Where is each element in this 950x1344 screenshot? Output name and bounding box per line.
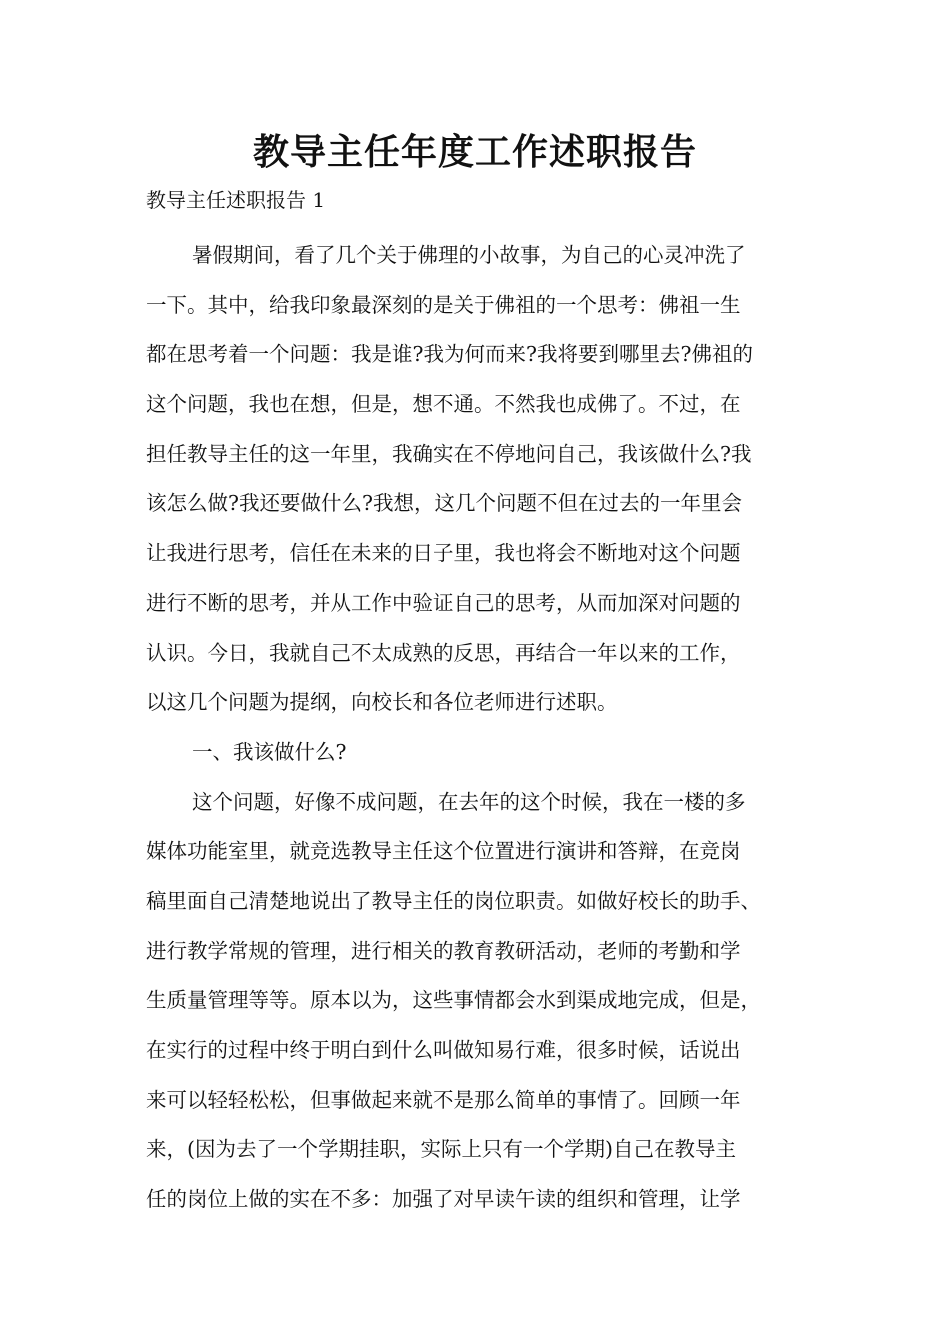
body-line: 让我进行思考，信任在未来的日子里，我也将会不断地对这个问题 <box>146 541 741 566</box>
body-line: 在实行的过程中终于明白到什么叫做知易行难，很多时候，话说出 <box>146 1038 741 1062</box>
body-line: 任的岗位上做的实在不多：加强了对早读午读的组织和管理，让学 <box>146 1187 741 1212</box>
body-line: 一下。其中，给我印象最深刻的是关于佛祖的一个思考：佛祖一生 <box>146 292 741 317</box>
body-line: 一、我该做什么? <box>192 739 347 764</box>
document-body <box>146 231 826 1225</box>
body-line: 这个问题，我也在想，但是，想不通。不然我也成佛了。不过，在 <box>146 392 741 417</box>
body-line: 稿里面自己清楚地说出了教导主任的岗位职责。如做好校长的助手、 <box>146 888 761 913</box>
body-line: 来可以轻轻松松，但事做起来就不是那么简单的事情了。回顾一年 <box>146 1087 741 1112</box>
body-line: 暑假期间，看了几个关于佛理的小故事，为自己的心灵冲洗了 <box>192 243 746 267</box>
body-line: 来，(因为去了一个学期挂职，实际上只有一个学期)自己在教导主 <box>146 1137 736 1162</box>
body-line: 进行教学常规的管理，进行相关的教育教研活动，老师的考勤和学 <box>146 938 741 963</box>
body-line: 这个问题，好像不成问题，在去年的这个时候，我在一楼的多 <box>192 789 746 814</box>
body-line: 该怎么做?我还要做什么?我想，这几个问题不但在过去的一年里会 <box>146 491 742 516</box>
document-title: 教导主任年度工作述职报告 <box>252 131 697 173</box>
body-line: 以这几个问题为提纲，向校长和各位老师进行述职。 <box>146 690 618 715</box>
body-line: 认识。今日，我就自己不太成熟的反思，再结合一年以来的工作， <box>146 640 741 665</box>
document-subtitle: 教导主任述职报告 1 <box>146 188 326 212</box>
body-line: 媒体功能室里，就竞选教导主任这个位置进行演讲和答辩，在竞岗 <box>146 839 741 864</box>
body-line: 担任教导主任的这一年里，我确实在不停地问自己，我该做什么?我 <box>146 441 752 466</box>
body-line: 生质量管理等等。原本以为，这些事情都会水到渠成地完成，但是， <box>146 988 761 1013</box>
body-line: 进行不断的思考，并从工作中验证自己的思考，从而加深对问题的 <box>146 590 741 615</box>
body-line: 都在思考着一个问题：我是谁?我为何而来?我将要到哪里去?佛祖的 <box>146 342 753 367</box>
